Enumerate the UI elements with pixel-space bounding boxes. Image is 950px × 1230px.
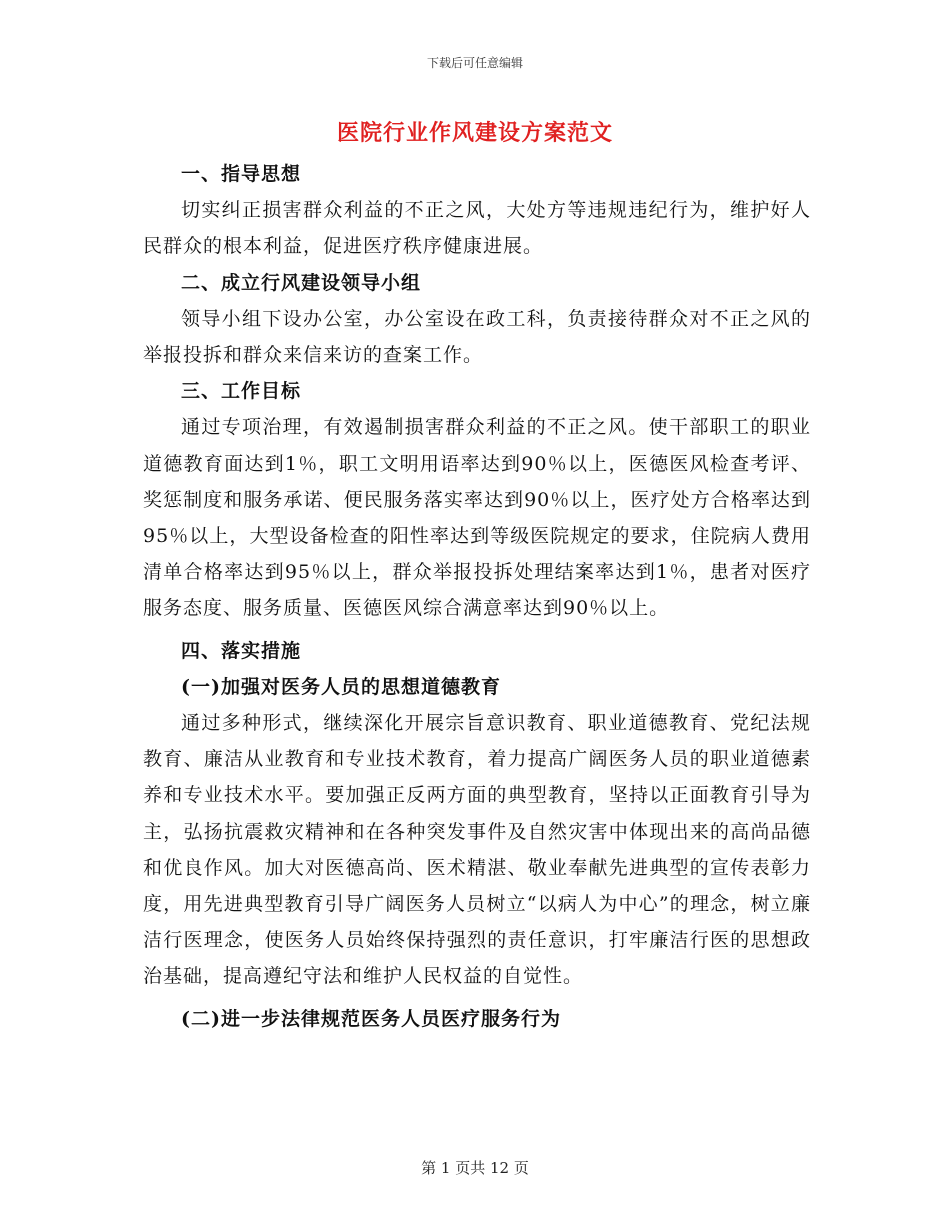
paragraph-guiding-ideology: 切实纠正损害群众利益的不正之风，大处方等违规违纪行为，维护好人民群众的根本利益，促进医疗秩序健康进展。 (143, 199, 811, 258)
section-heading-measures: 四、落实措施 (181, 639, 302, 662)
paragraph-leadership-group: 领导小组下设办公室，办公室设在政工科，负责接待群众对不正之风的举报投拆和群众来信来访的查案工作。 (143, 307, 811, 367)
section-heading-leadership-group: 二、成立行风建设领导小组 (181, 271, 422, 294)
subsection-heading-service-regulation: (二)进一步法律规范医务人员医疗服务行为 (181, 1007, 561, 1030)
paragraph-work-goals: 通过专项治理，有效遏制损害群众利益的不正之风。使干部职工的职业道德教育面达到1％，职工文明用语率达到90％以上，医德医风检查考评、奖惩制度和服务承诺、便民服务落实率达到90％以上，医疗处方合格率达到95％以上，大型设备检查的阳性率达到等级医院规定的要求，住院病人费用清单合格率达到95％以上，群众举报投拆处理结案率达到1％，患者对医疗服务态度、服务质量、医德医风综合满意率达到90％以上。 (143, 416, 811, 620)
document-title: 医院行业作风建设方案范文 (336, 120, 613, 146)
paragraph-moral-education: 通过多种形式，继续深化开展宗旨意识教育、职业道德教育、党纪法规教育、廉洁从业教育和专业技术教育，着力提高广阔医务人员的职业道德素养和专业技术水平。要加强正反两方面的典型教育，坚持以正面教育引导为主，弘扬抗震救灾精神和在各种突发事件及自然灾害中体现出来的高尚品德和优良作风。加大对医德高尚、医术精湛、敬业奉献先进典型的宣传表彰力度，用先进典型教育引导广阔医务人员树立“以病人为中心”的理念，树立廉洁行医理念，使医务人员始终保持强烈的责任意识，打牢廉洁行医的思想政治基础，提高遵纪守法和维护人民权益的自觉性。 (143, 712, 811, 988)
section-heading-work-goals: 三、工作目标 (181, 380, 302, 403)
page-footer: 第 1 页共 12 页 (421, 1159, 529, 1177)
document-body (143, 156, 811, 1037)
header-note: 下载后可任意编辑 (426, 56, 523, 70)
section-heading-guiding-ideology: 一、指导思想 (181, 163, 302, 185)
subsection-heading-moral-education: (一)加强对医务人员的思想道德教育 (181, 675, 501, 698)
